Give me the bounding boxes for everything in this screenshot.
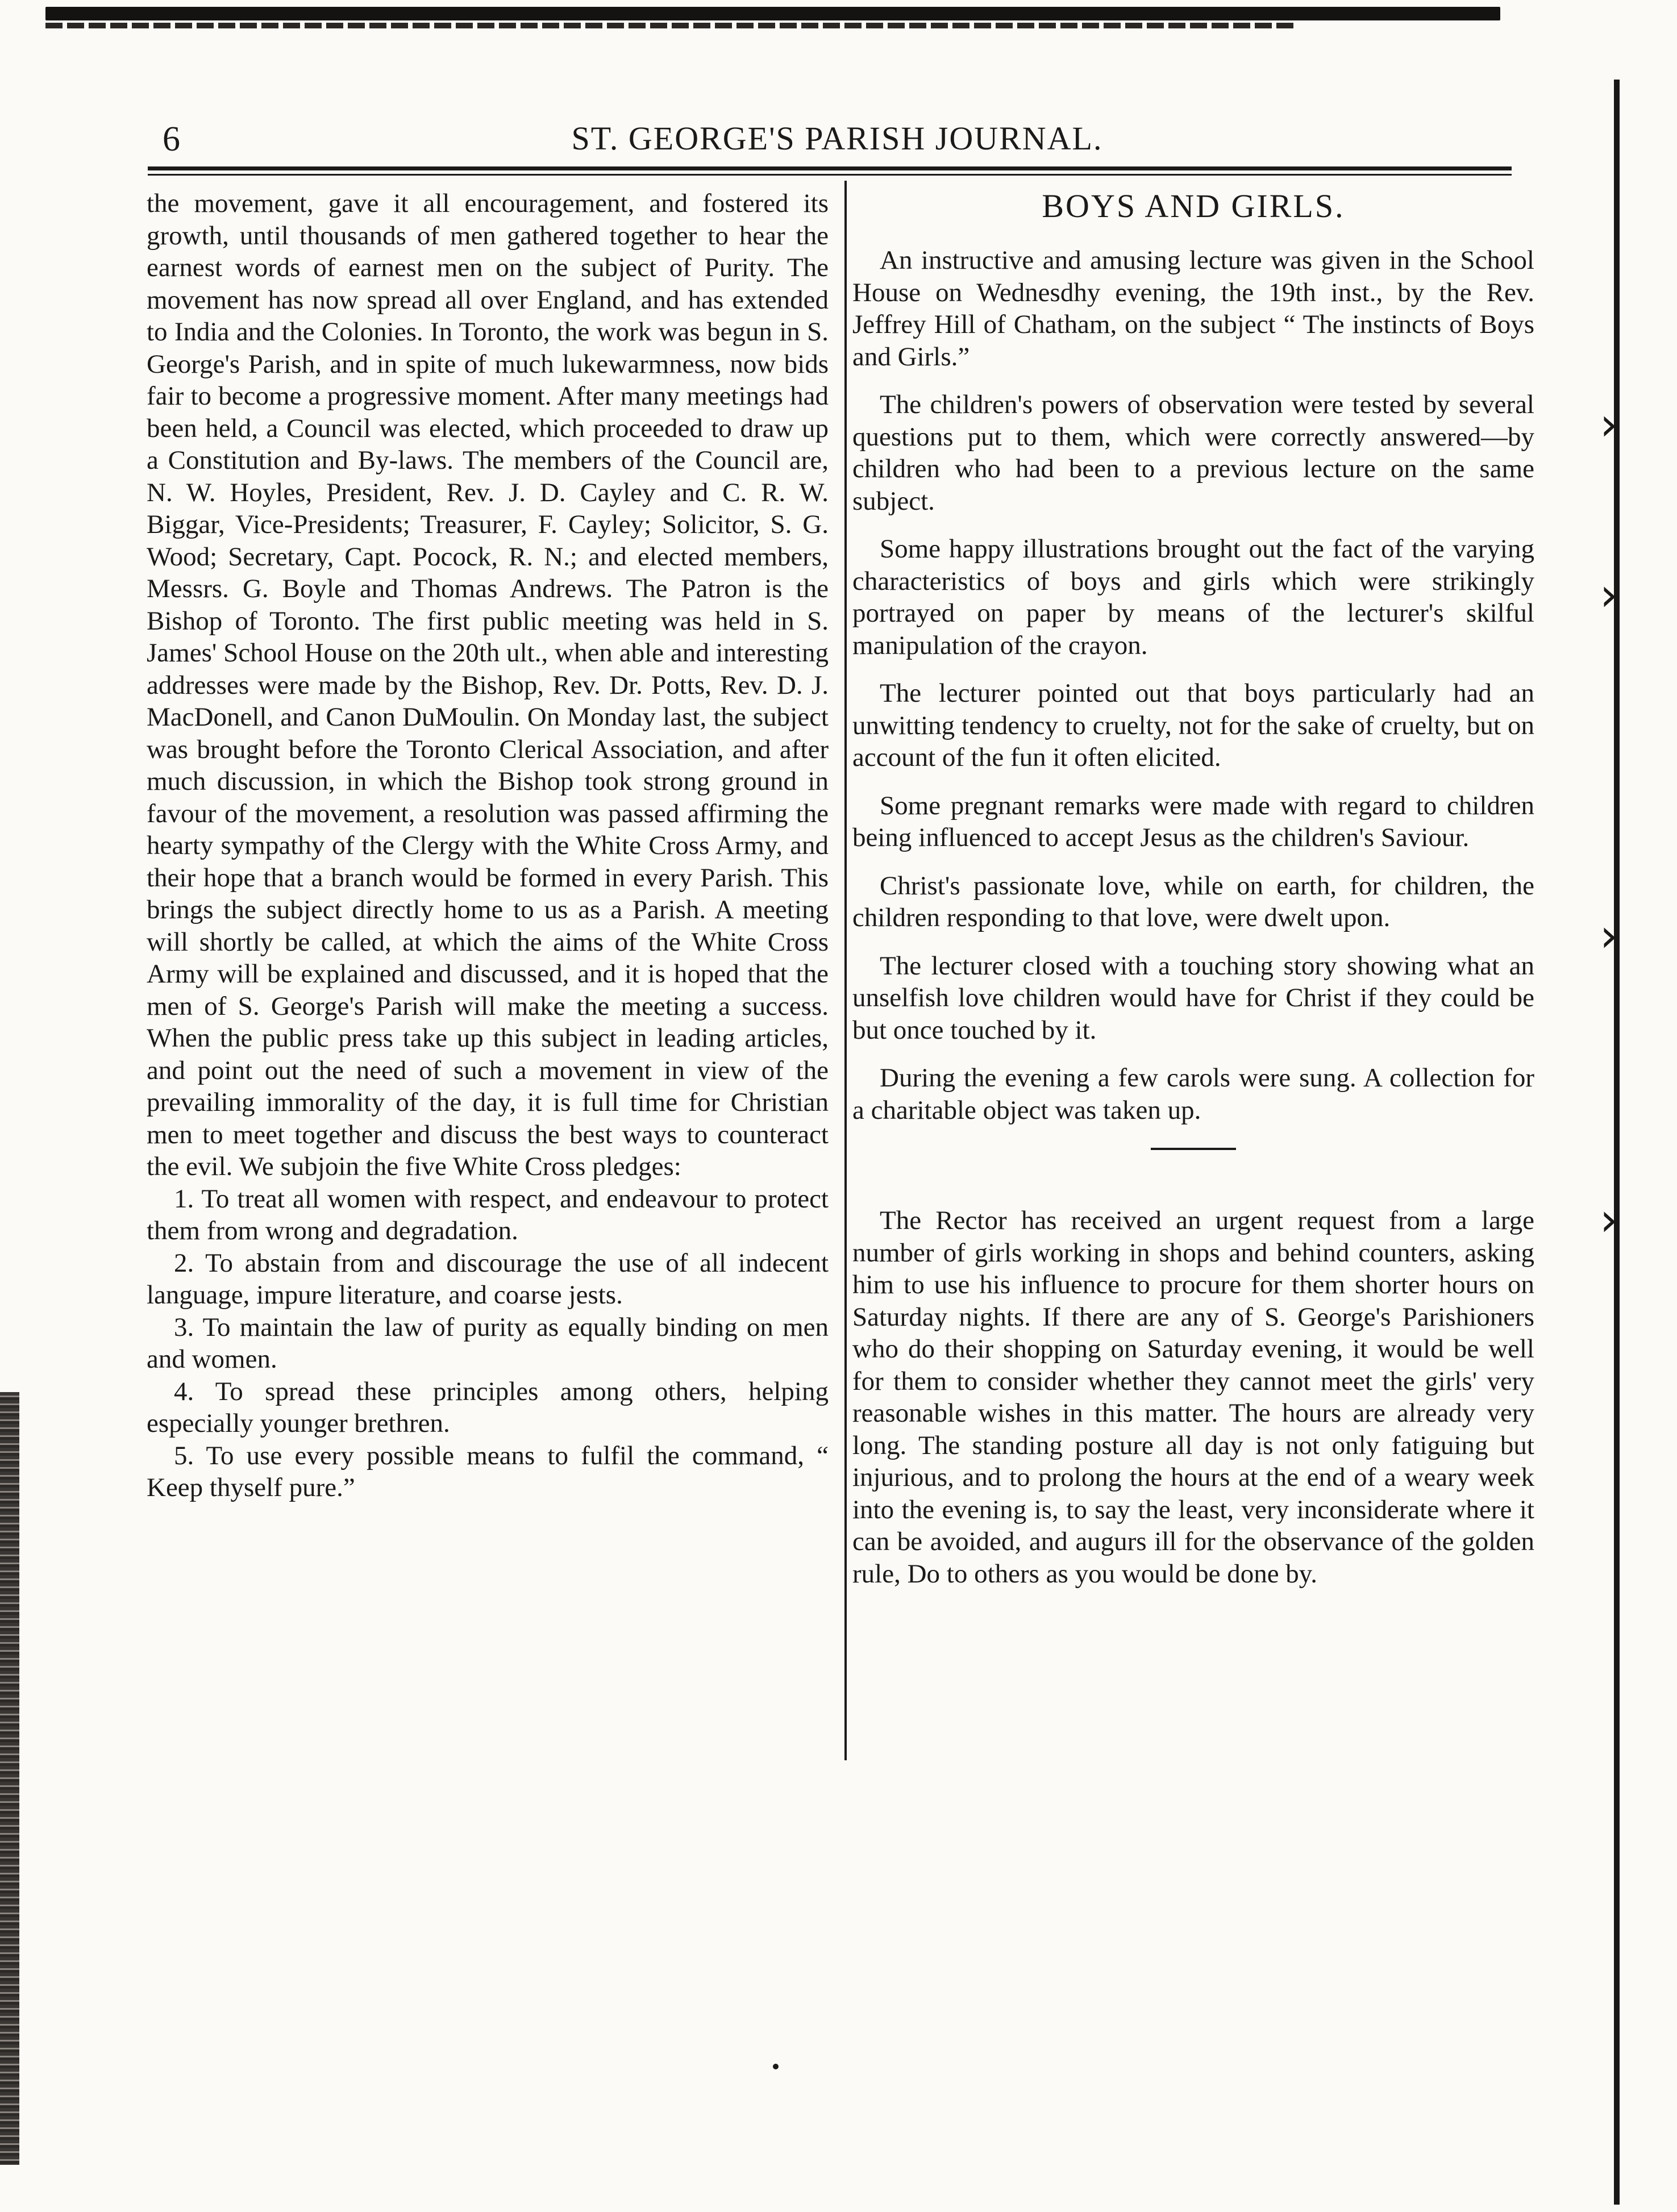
paragraph: Some happy illustrations brought out the fact of the varying characteristics of boys and girls which were strikingly portrayed on paper by means of the lecturer's skilful manipulation of the crayon. [852,534,1534,660]
header-rule-thin [148,174,1512,176]
page-header [147,119,1528,165]
scan-edge-top-dashes [45,23,1296,28]
paragraph: During the evening a few carols were sung. A collection for a charitable object was taken up. [852,1063,1534,1125]
paragraph: Christ's passionate love, while on earth, for children, the children responding to that love, were dwelt upon. [852,870,1534,932]
right-column [852,188,1534,1606]
running-title: ST. GEORGE'S PARISH JOURNAL. [571,120,1103,157]
pledge-5: 5. To use every possible means to fulfil the command, “ Keep thyself pure.” [147,1440,829,1502]
left-column [147,188,829,1504]
column-divider [844,181,847,1760]
section-divider [1151,1148,1236,1150]
white-cross-article: the movement, gave it all encouragement, and fostered its growth, until thousands of men gathered together to hear the earnest words of earnest men on the subject of Purity. The movement has now spread all over England, and has extended to India and the Colonies. In Toronto, the work was begun in S. George's Parish, and in spite of much lukewarmness, now bids fair to become a progressive moment. After many meetings had been held, a Council was elected, which proceeded to draw up a Constitution and By-laws. The members of the Council are, N. W. Hoyles, President, Rev. J. D. Cayley and C. R. W. Biggar, Vice-Presidents; Treasurer, F. Cayley; Solicitor, S. G. Wood; Secretary, Capt. Pocock, R. N.; and elected members, Messrs. G. Boyle and Thomas Andrews. The Patron is the Bishop of Toronto. The first public meeting was held in S. James' School House on the 20th ult., when able and interesting addresses were made by the Bishop, Rev. Dr. Potts, Rev. D. J. MacDonell, and Canon DuMoulin. On Monday last, the subject was brought before the Toronto Clerical Association, and after much discussion, in which the Bishop took strong ground in favour of the movement, a resolution was passed affirming the hearty sympathy of the Clergy with the White Cross Army, and their hope that a branch would be formed in every Parish. This brings the subject directly home to us as a Parish. A meeting will shortly be called, at which the aims of the White Cross Army will be explained and discussed, and it is hoped that the men of S. George's Parish will make the meeting a success. When the public press take up this subject in leading articles, and point out the need of such a movement in view of the prevailing immorality of the day, it is full time for Christian men to meet together and discuss the best ways to counteract the evil. We subjoin the five White Cross pledges: [147,189,829,1181]
page-number: 6 [163,120,181,159]
scan-mark: › [1600,1193,1618,1246]
pledge-4: 4. To spread these principles among others, helping especially younger brethren. [147,1376,829,1438]
pledge-1: 1. To treat all women with respect, and endeavour to protect them from wrong and degradation. [147,1184,829,1245]
scan-edge-top [45,7,1500,20]
scan-edge-left [0,1392,19,2165]
scan-mark: › [1600,568,1618,621]
paragraph: The lecturer closed with a touching story showing what an unselfish love children would have for Christ if they could be but once touched by it. [852,951,1534,1045]
scan-mark: › [1600,909,1618,962]
paragraph: An instructive and amusing lecture was given in the School House on Wednesdhy evening, the 19th inst., by the Rev. Jeffrey Hill of Chatham, on the subject “ The instincts of Boys and Girls.” [852,245,1534,372]
ink-dot [773,2064,779,2069]
header-rule-thick [148,166,1512,170]
paragraph: Some pregnant remarks were made with regard to children being influenced to accept Jesus as the children's Saviour. [852,790,1534,852]
rector-notice: The Rector has received an urgent request from a large number of girls working in shops and behind counters, asking him to use his influence to procure for them shorter hours on Saturday nights. If there are any of S. George's Parishioners who do their shopping on Saturday evening, it would be well for them to consider whether they cannot meet the girls' very reasonable wishes in this matter. The hours are already very long. The standing posture all day is not only fatiguing but injurious, and to prolong the hours at the end of a weary week into the evening is, to say the least, very inconsiderate where it can be avoided, and augurs ill for the observance of the golden rule, Do to others as you would be done by. [852,1206,1534,1589]
paragraph: The children's powers of observation were tested by several questions put to them, which were correctly answered—by children who had been to a previous lecture on the same subject. [852,390,1534,516]
scan-mark: › [1600,398,1618,451]
section-title: BOYS AND GIRLS. [1042,188,1345,224]
pledge-2: 2. To abstain from and discourage the use of all indecent language, impure literature, and coarse jests. [147,1248,829,1310]
paragraph: The lecturer pointed out that boys particularly had an unwitting tendency to cruelty, not for the sake of cruelty, but on account of the fun it often elicited. [852,678,1534,772]
pledge-3: 3. To maintain the law of purity as equally binding on men and women. [147,1312,829,1374]
